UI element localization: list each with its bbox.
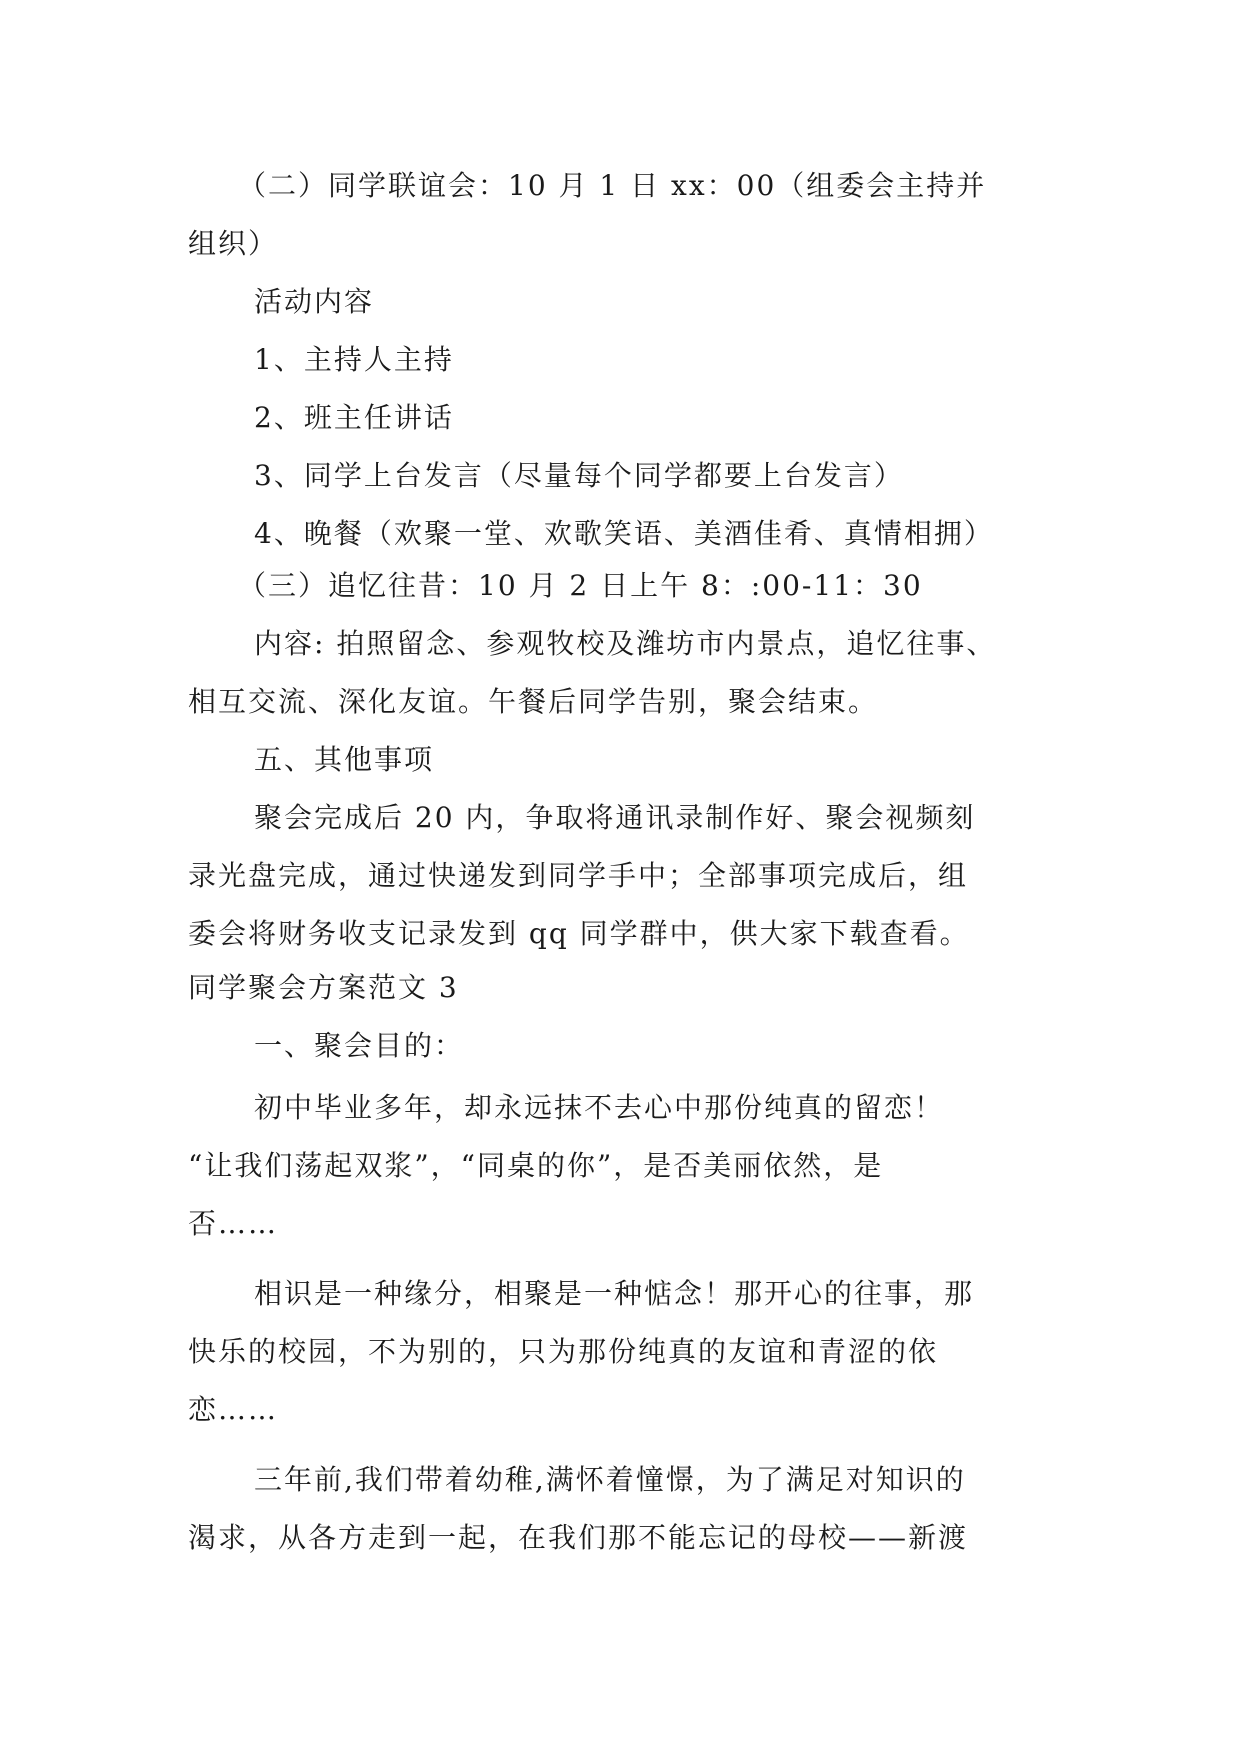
text-line: “让我们荡起双浆”，“同桌的你”，是否美丽依然，是 bbox=[188, 1149, 884, 1182]
section-heading-purpose: 一、聚会目的： bbox=[254, 1029, 465, 1062]
list-item: 4、晚餐（欢聚一堂、欢歌笑语、美酒佳肴、真情相拥） bbox=[254, 517, 994, 550]
list-item: 3、同学上台发言（尽量每个同学都要上台发言） bbox=[254, 459, 904, 492]
section-heading-other-matters: 五、其他事项 bbox=[254, 743, 435, 776]
document-body bbox=[188, 157, 1054, 1567]
text-line: 相识是一种缘分，相聚是一种惦念！那开心的往事，那 bbox=[254, 1277, 975, 1310]
list-item: 1、主持人主持 bbox=[254, 343, 454, 376]
text-line-recall-past: （三）追忆往昔：10 月 2 日上午 8：:00-11：30 bbox=[238, 569, 923, 602]
text-line: 聚会完成后 20 内，争取将通讯录制作好、聚会视频刻 bbox=[254, 801, 976, 834]
text-line: 录光盘完成，通过快递发到同学手中；全部事项完成后，组 bbox=[188, 859, 969, 892]
section-heading-activity-content: 活动内容 bbox=[254, 285, 375, 318]
text-line-linyi-party: （二）同学联谊会：10 月 1 日 xx：00（组委会主持并 bbox=[238, 169, 987, 202]
text-line: 三年前,我们带着幼稚,满怀着憧憬，为了满足对知识的 bbox=[254, 1463, 966, 1496]
text-line: 快乐的校园，不为别的，只为那份纯真的友谊和青涩的依 bbox=[188, 1335, 939, 1368]
text-line: 相互交流、深化友谊。午餐后同学告别，聚会结束。 bbox=[188, 685, 879, 718]
text-line: 初中毕业多年，却永远抹不去心中那份纯真的留恋！ bbox=[254, 1091, 945, 1124]
list-item: 2、班主任讲话 bbox=[254, 401, 454, 434]
text-line: 渴求，从各方走到一起，在我们那不能忘记的母校——新渡 bbox=[188, 1521, 969, 1554]
text-line: 恋…… bbox=[188, 1393, 279, 1426]
document-title: 同学聚会方案范文 3 bbox=[188, 971, 459, 1004]
text-line: 否…… bbox=[188, 1207, 279, 1240]
text-line: 委会将财务收支记录发到 qq 同学群中，供大家下载查看。 bbox=[188, 917, 970, 950]
text-line: 内容: 拍照留念、参观牧校及潍坊市内景点，追忆往事、 bbox=[254, 627, 997, 660]
text-line: 组织） bbox=[188, 227, 279, 260]
